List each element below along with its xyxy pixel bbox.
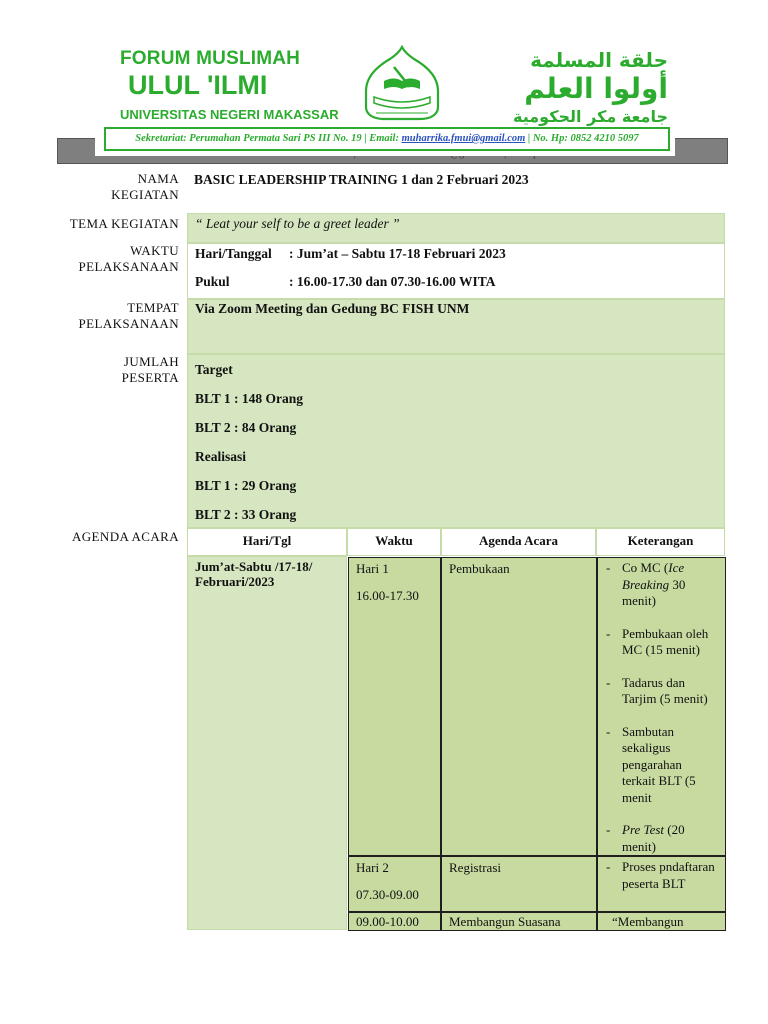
pukul-label: Pukul — [195, 274, 230, 289]
keterangan-item: - Proses pndaftaran peserta BLT — [606, 859, 717, 892]
jumlah-line: BLT 2 : 33 Orang — [195, 507, 297, 522]
letterhead-contact-line — [104, 127, 670, 151]
agenda-row2-waktu — [348, 856, 441, 912]
waktu-text: 16.00-17.30 — [356, 588, 419, 603]
org-line-3: UNIVERSITAS NEGERI MAKASSAR — [120, 107, 339, 122]
agenda-row1-acara — [441, 557, 597, 856]
arabic-line-1: حلقة المسلمة — [530, 48, 668, 72]
value-waktu-pelaksanaan — [187, 243, 725, 299]
label-line: PELAKSANAAN — [78, 316, 179, 331]
arabic-line-2: أولوا العلم — [524, 72, 668, 105]
org-line-2: ULUL 'ILMI — [128, 70, 268, 100]
agenda-header-waktu: Waktu — [347, 528, 441, 556]
label-line: KEGIATAN — [111, 187, 179, 202]
keterangan-item: - Tadarus dan Tarjim (5 menit) — [606, 675, 717, 708]
jumlah-line: Target — [195, 362, 233, 377]
agenda-row1-waktu — [348, 557, 441, 856]
contact-phone: | No. Hp: 0852 4210 5097 — [525, 133, 639, 144]
value-nama-kegiatan — [187, 166, 725, 210]
keterangan-item: - Pembukaan oleh MC (15 menit) — [606, 626, 717, 659]
waktu-text: Hari 1 — [356, 561, 389, 576]
keterangan-list — [598, 857, 725, 892]
pukul-value: : 16.00-17.30 dan 07.30-16.00 WITA — [289, 274, 496, 289]
org-logo — [354, 45, 450, 125]
letterhead-arabic-name — [468, 48, 668, 128]
tema-kegiatan-text: “ Leat your self to be a greet leader ” — [195, 216, 400, 231]
value-tempat-pelaksanaan — [187, 299, 725, 354]
jumlah-line: BLT 1 : 29 Orang — [195, 478, 297, 493]
acara-text: Membangun Suasana — [449, 914, 561, 929]
agenda-row2-keterangan — [597, 856, 726, 912]
waktu-pukul-row — [195, 273, 717, 291]
value-tema-kegiatan — [187, 213, 725, 243]
agenda-header-keterangan: Keterangan — [596, 528, 725, 556]
keterangan-item: - Co MC (Ice Breaking 30 menit) — [606, 560, 717, 610]
label-line: PESERTA — [121, 370, 179, 385]
letterhead-org-name — [120, 48, 339, 124]
waktu-text: Hari 2 — [356, 860, 389, 875]
label-line: NAMA — [137, 171, 179, 186]
label-agenda-acara: AGENDA ACARA — [71, 529, 179, 544]
label-nama-kegiatan — [54, 171, 179, 203]
acara-text: Registrasi — [449, 860, 501, 875]
org-line-1: FORUM MUSLIMAH — [120, 48, 301, 69]
label-line: WAKTU — [130, 243, 179, 258]
label-line: TEMPAT — [127, 300, 179, 315]
label-tema-kegiatan: TEMA KEGIATAN — [69, 216, 179, 231]
waktu-hari-row — [195, 245, 717, 263]
keterangan-list — [598, 558, 725, 855]
contact-email-link[interactable]: muharrika.fmui@gmail.com — [401, 133, 526, 144]
label-tempat-pelaksanaan — [54, 300, 179, 332]
label-line: PELAKSANAAN — [78, 259, 179, 274]
waktu-text: 07.30-09.00 — [356, 887, 419, 902]
label-waktu-pelaksanaan — [54, 243, 179, 275]
hari-label: Hari/Tanggal — [195, 246, 272, 261]
agenda-header-hari: Hari/Tgl — [187, 528, 347, 556]
value-jumlah-peserta — [187, 354, 725, 528]
agenda-header-acara: Agenda Acara — [441, 528, 596, 556]
contact-address: Sekretariat: Perumahan Permata Sari PS III No. 19 | Email: — [135, 133, 402, 144]
keterangan-item: - Pre Test (20 menit) — [606, 822, 717, 855]
label-line: JUMLAH — [123, 354, 179, 369]
keterangan-item: - Sambutan sekaligus pengarahan terkait BLT (5 menit — [606, 724, 717, 807]
agenda-date-cell — [187, 556, 347, 930]
agenda-row1-keterangan — [597, 557, 726, 856]
waktu-text: 09.00-10.00 — [356, 914, 419, 929]
jumlah-line: BLT 2 : 84 Orang — [195, 420, 297, 435]
agenda-row2-acara — [441, 856, 597, 912]
nama-kegiatan-text: BASIC LEADERSHIP TRAINING 1 dan 2 Februari 2023 — [194, 172, 529, 187]
arabic-line-3: جامعة مكر الحكومية — [513, 107, 668, 126]
jumlah-line: Realisasi — [195, 449, 247, 464]
agenda-row3-acara — [441, 912, 597, 931]
hari-value: : Jum’at – Sabtu 17-18 Februari 2023 — [289, 246, 506, 261]
agenda-row3-keterangan — [597, 912, 726, 931]
label-jumlah-peserta — [54, 354, 179, 386]
keterangan-text: “Membangun — [612, 914, 684, 929]
agenda-date-text: Jum’at-Sabtu /17-18/ Februari/2023 — [195, 559, 313, 589]
agenda-row3-waktu — [348, 912, 441, 931]
letterhead — [0, 0, 768, 165]
acara-text: Pembukaan — [449, 561, 510, 576]
jumlah-line: BLT 1 : 148 Orang — [195, 391, 304, 406]
tempat-text: Via Zoom Meeting dan Gedung BC FISH UNM — [195, 301, 470, 316]
